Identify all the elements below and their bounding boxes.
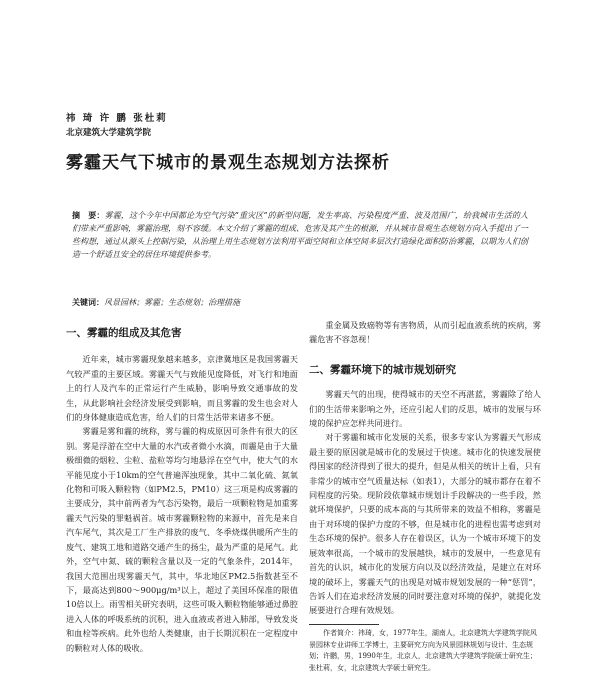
keywords-label: 关键词：: [72, 297, 104, 307]
section-heading-2: 二、雾霾环境下的城市规划研究: [309, 363, 456, 376]
footnote-divider: [309, 624, 379, 625]
author-footnote: 作者简介：祎琦，女，1977年生，湖南人，北京建筑大学建筑学院风景园林专业讲师工学博士，主要研究方向为风景园林规划与设计、生态规划；许鹏，男，1990年生，北京人，北京建筑大学建筑学院硕士研究生；张杜莉，女，北京建筑大学硕士研究生。: [309, 629, 537, 672]
keywords-text: 风景园林；雾霾；生态规划；治理措施: [104, 298, 240, 307]
author-names: 祎 琦 许 鹏 张杜莉: [66, 113, 168, 124]
abstract-label: 摘 要：: [72, 210, 105, 220]
author-affiliation: 北京建筑大学建筑学院: [66, 128, 152, 138]
section-heading-1: 一、雾霾的组成及其危害: [66, 327, 182, 339]
right-column: [309, 318, 541, 618]
keywords: [72, 297, 528, 308]
body-paragraph-continued: 重金属及致癌物等有害物质，从而引起血液系统的疾病，雾霾危害不容忽视！: [309, 320, 541, 345]
left-column: [66, 318, 298, 655]
abstract-text: 雾霾，这个今年中国都论为空气污染“重灾区”的新型问题，发生率高、污染程度严重、波及范围广，给我城市生活的人们带来严重影响，雾霾治理，刻不容缓。本文介绍了雾霾的组成、危害及其产生的根源，并从城市景观生态规划方向入手提出了一些构想，通过从源头上控制污染，从治理上用生态规划方法利用平面空间和立体空间多层次打造绿化面积防治雾霾，以期为人们创造一个舒适且安全的居住环境提供参考。: [72, 211, 528, 259]
body-paragraph: 雾霾是雾和霾的统称，雾与霾的构成原因可条件有很大的区别。雾是浮游在空中大量的水汽或者微小水滴，而霾是由于大量极细微的烟粒、尘粒、盐粒等均匀地悬浮在空气中，使大气的水平能见度小于10km的空气普遍浑浊现象，其中二氧化硫、氮氧化物和可吸入颗粒物（如PM2.5，PM10）这三项是构成雾霾的主要成分，其中前两者为气态污染物，最后一项颗粒物是加重雾霾天气污染的罪魁祸首。城市雾霾颗粒物的来源中，首先是来自汽车尾气，其次是工厂生产排放的废气、冬季烧煤供暖所产生的废气、建筑工地和道路交通产生的扬尘，最为严重的是尾气。此外，空气中氮、硫的颗粒含量以及一定的气象条件，2014年，我国大范围出现雾霾天气，其中，华北地区PM2.5指数甚至不下，最高达到800～900μg/m³以上，超过了美国环保准的限值10倍以上。雨雪相关研究表明，这些可吸入颗粒物能够通过鼻腔进入人体的呼吸系统的沉积，进入血液或者进入肺部，导致发炎和血栓等疾病。此外也给人类健康，由于长期沉积在一定程度中的颗粒对人体的吸收。: [66, 426, 298, 653]
paper-title: 雾霾天气下城市的景观生态规划方法探析: [66, 153, 390, 173]
body-paragraph: 对于雾霾和城市化发展的关系，很多专家认为雾霾天气形成最主要的原因就是城市化的发展过于快速。城市化的快速发展使得国家的经济得到了很大的提升，但是从相关的统计上看，只有非常少的城市空气质量达标（如表1），大部分的城市都存在着不同程度的污染。现阶段依靠城市规划计手段解决的一些手段，然就环境保护，只要的成本高的与其所带来的效益不相称，雾霾是由于对环境的保护力度的不够，但是城市化的进程也需考虑到对生态环境的保护。很多人存在着误区，认为一个城市环境下的发展效率很高，一个城市的发展越快，城市的发展中，一些意见有首先的认识，城市化的发展方向以及以经济效益，是建立在对环境的破坏上，雾霾天气的出现是对城市规划发展的一种“惩罚”，告诉人们在追求经济发展的同时要注意对环境的保护，就提化发展要进行合理有效规划。: [309, 432, 541, 616]
body-paragraph: 近年来，城市雾霾现象越来越多，京津冀地区是我国雾霾天气较严重的主要区域。雾霾天气与致能见度降低，对飞行和地面上的行人及汽车的正常运行产生威胁，影响导致交通事故的发生，从此影响社会经济发展受到影响，而且雾霾的发生也会对人们的身体健康造成危害，给人们的日常生活带来诸多不便。: [66, 354, 298, 423]
abstract: [72, 209, 528, 261]
body-paragraph: 雾霾天气的出现，使得城市的天空不再湛蓝，雾霾除了给人们的生活带来影响之外，还应引起人们的反思，城市的发展与环境的保护应怎样共同进行。: [309, 389, 541, 429]
